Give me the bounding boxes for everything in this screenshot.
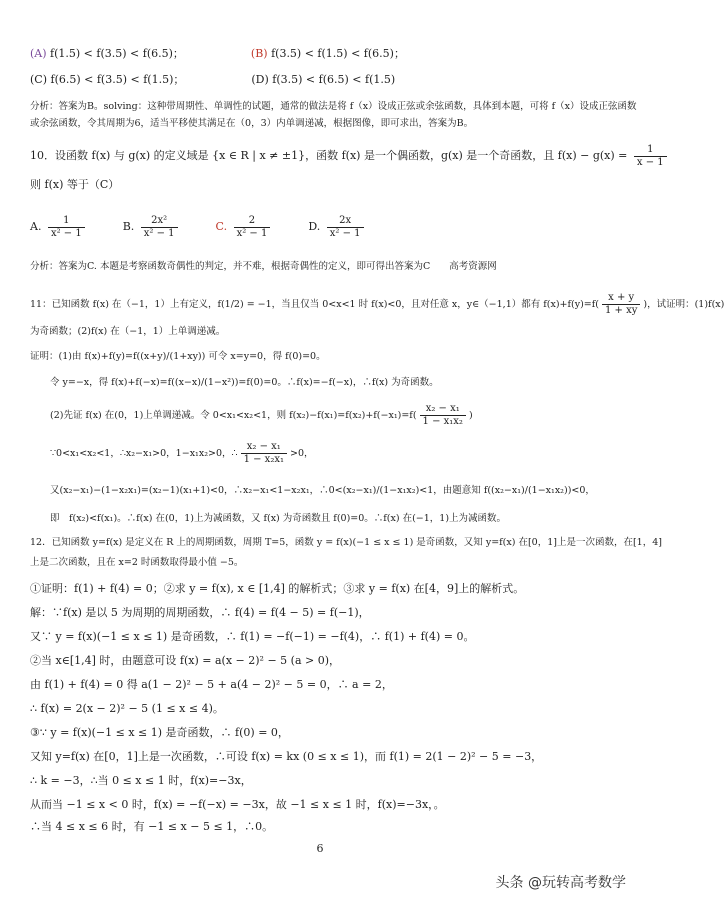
q10-option-c-label: C. xyxy=(215,220,228,233)
q11-proof-2: 令 y=−x，得 f(x)+f(−x)=f((x−x)/(1−x²))=f(0)=0。∴f(x)=−f(−x)，∴f(x) 为奇函数。 xyxy=(50,377,439,388)
q9-analysis-2: 或余弦函数，令其周期为6，适当平移使其满足在（0，3）内单调递减，根据图像，即可求出，答案为B。 xyxy=(30,118,474,129)
q10-option-a: $\frac{1}{\text{x² − 1}}$ xyxy=(48,215,85,240)
q10-option-a-label: A. xyxy=(30,220,42,233)
option-c: f(6.5) < f(3.5) < f(1.5)； xyxy=(50,73,185,86)
q10-option-d: $\frac{2x}{\text{x² − 1}}$ xyxy=(327,215,364,240)
q10-stem-fraction: $\frac{1}{x - 1}$ xyxy=(634,144,667,169)
q10-option-b-label: B. xyxy=(122,220,135,233)
q11-proof-3-fraction: $\frac{\text{x₂ − x₁}}{\text{1 − x₁x₂}}$ xyxy=(420,403,466,428)
q9-analysis-1: 分析：答案为B。solving：这种带周期性、单调性的试题，通常的做法是将 f（x）设成正弦或余弦函数，具体到本题，可将 f（x）设成正弦函数 xyxy=(30,101,637,112)
q12-solution-6: ③∵ y = f(x)(−1 ≤ x ≤ 1) 是奇函数，∴ f(0) = 0， xyxy=(30,726,289,739)
q11-proof-6: 即 f(x₂)<f(x₁)。∴f(x) 在(0，1)上为减函数，又 f(x) 为奇函数且 f(0)=0。∴f(x) 在(−1，1)上为减函数。 xyxy=(50,513,507,524)
option-c-label: (C) xyxy=(30,73,47,86)
q11-stem-text-end: )，试证明：(1)f(x) xyxy=(643,299,724,310)
option-b: f(3.5) < f(1.5) < f(6.5)； xyxy=(271,47,405,60)
q11-stem-2: 为奇函数；(2)f(x) 在（−1，1）上单调递减。 xyxy=(30,326,226,337)
q11-proof-3 xyxy=(30,402,618,430)
option-d: f(3.5) < f(6.5) < f(1.5) xyxy=(272,73,396,86)
option-b-label: (B) xyxy=(250,47,268,60)
q10-stem-text: 10．设函数 f(x) 与 g(x) 的定义域是 {x ∈ R | x ≠ ±1}，函数 f(x) 是一个偶函数，g(x) 是一个奇函数，且 f(x) − g(x) = xyxy=(30,149,628,162)
q10-option-d-label: D. xyxy=(308,220,321,233)
q12-solution-1: 解：∵f(x) 是以 5 为周期的周期函数，∴ f(4) = f(4 − 5) = f(−1)， xyxy=(30,606,370,619)
q10-option-b: $\frac{\text{2x²}}{\text{x² − 1}}$ xyxy=(141,215,178,240)
page-number: 6 xyxy=(316,842,324,855)
option-a: f(1.5) < f(3.5) < f(6.5)； xyxy=(50,47,184,60)
q11-proof-3-end: ) xyxy=(468,410,473,421)
q9-options-row-1 xyxy=(30,47,618,61)
q12-solution-7: 又知 y=f(x) 在[0，1]上是一次函数，∴可设 f(x) = kx (0 ≤ x ≤ 1)，而 f(1) = 2(1 − 2)² − 5 = −3， xyxy=(30,750,543,763)
q11-proof-1: 证明：(1)由 f(x)+f(y)=f((x+y)/(1+xy)) 可令 x=y=0，得 f(0)=0。 xyxy=(30,351,326,362)
q10-stem xyxy=(30,142,664,170)
q12-stem-1: 12．已知函数 y=f(x) 是定义在 R 上的周期函数，周期 T=5，函数 y = f(x)(−1 ≤ x ≤ 1) 是奇函数，又知 y=f(x) 在[0，1]上是一次函数，在[1，4] xyxy=(30,537,662,548)
q12-solution-2: 又∵ y = f(x)(−1 ≤ x ≤ 1) 是奇函数，∴ f(1) = −f(−1) = −f(4)，∴ f(1) + f(4) = 0。 xyxy=(30,630,475,643)
q10-analysis: 分析：答案为C. 本题是考察函数奇偶性的判定，并不难，根据奇偶性的定义，即可得出答案为C 高考资源网 xyxy=(30,261,497,272)
q11-proof-4 xyxy=(30,440,618,468)
q11-stem-text: 11：已知函数 f(x) 在（−1，1）上有定义，f(1/2) = −1，当且仅当 0<x<1 时 f(x)<0，且对任意 x，y∈（−1,1）都有 f(x)+f(y)=f( xyxy=(30,299,599,310)
q11-proof-3-text: (2)先证 f(x) 在(0，1)上单调递减。令 0<x₁<x₂<1，则 f(x₂)−f(x₁)=f(x₂)+f(−x₁)=f( xyxy=(50,410,417,421)
q12-solution-10: ∴当 4 ≤ x ≤ 6 时，有 −1 ≤ x − 5 ≤ 1，∴0。 xyxy=(30,820,274,833)
q12-solution-9: 从而当 −1 ≤ x < 0 时，f(x) = −f(−x) = −3x，故 −1 ≤ x ≤ 1 时，f(x)=−3x，。 xyxy=(30,798,445,811)
option-d-label: (D) xyxy=(251,73,269,86)
q11-proof-5: 又(x₂−x₁)−(1−x₂x₁)=(x₂−1)(x₁+1)<0，∴x₂−x₁<1−x₂x₁，∴0<(x₂−x₁)/(1−x₁x₂)<1，由题意知 f((x₂−x₁)/(1−x₁x₂))<0， xyxy=(50,485,595,496)
q11-proof-4-text: ∵0<x₁<x₂<1，∴x₂−x₁>0，1−x₁x₂>0，∴ xyxy=(50,448,238,459)
q11-proof-4-end: >0， xyxy=(289,448,314,459)
q12-stem-2: 上是二次函数，且在 x=2 时函数取得最小值 −5。 xyxy=(30,557,244,568)
q12-solution-3: ②当 x∈[1,4] 时，由题意可设 f(x) = a(x − 2)² − 5 (a > 0)， xyxy=(30,654,340,667)
q10-option-c: $\frac{2}{\text{x² − 1}}$ xyxy=(234,215,271,240)
q11-stem xyxy=(30,290,724,320)
q10-options xyxy=(30,212,618,242)
q11-proof-4-fraction: $\frac{\text{x₂ − x₁}}{\text{1 − x₂x₁}}$ xyxy=(241,441,287,466)
q12-solution-5: ∴ f(x) = 2(x − 2)² − 5 (1 ≤ x ≤ 4)。 xyxy=(30,702,224,715)
option-a-label: (A) xyxy=(30,47,47,60)
q12-solution-4: 由 f(1) + f(4) = 0 得 a(1 − 2)² − 5 + a(4 − 2)² − 5 = 0，∴ a = 2， xyxy=(30,678,393,691)
q11-stem-fraction: $\frac{x + y}{1 + xy}$ xyxy=(602,292,640,317)
q9-options-row-2 xyxy=(30,73,618,87)
q12-task: ①证明：f(1) + f(4) = 0；②求 y = f(x), x ∈ [1,4] 的解析式；③求 y = f(x) 在[4，9]上的解析式。 xyxy=(30,582,525,595)
q10-stem-2: 则 f(x) 等于（C） xyxy=(30,178,120,191)
q12-solution-8: ∴ k = −3，∴当 0 ≤ x ≤ 1 时，f(x)=−3x， xyxy=(30,774,252,787)
watermark-text: 头条 @玩转高考数学 xyxy=(495,875,626,891)
